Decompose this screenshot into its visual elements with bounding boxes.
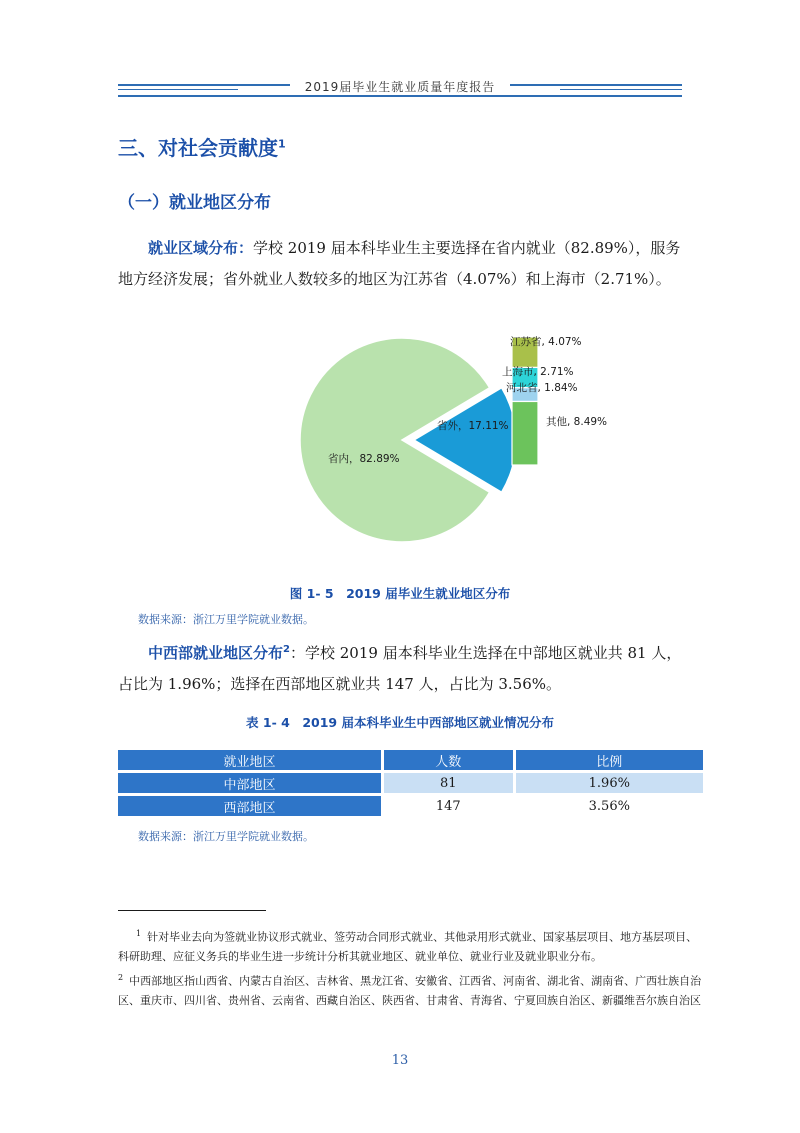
header-rule-full xyxy=(118,95,682,97)
table-header-row xyxy=(118,750,703,770)
footnote-2: $^2$ 中西部地区指山西省、内蒙古自治区、吉林省、黑龙江省、安徽省、江西省、河南省、湖北省、湖南省、广西壮族自治区、重庆市、四川省、贵州省、云南省、西藏自治区、陕西省、甘肃省、青海省、宁夏回族自治区、新疆维吾尔族自治区 xyxy=(118,973,702,1007)
pie-label-breakdown-0: 江苏省, 4.07% xyxy=(510,336,582,348)
table-cell-ratio: 1.96% xyxy=(516,773,703,793)
page-number: 13 xyxy=(391,1053,409,1068)
figure-source: 数据来源：浙江万里学院就业数据。 xyxy=(138,613,314,626)
table-header-cell: 就业地区 xyxy=(118,750,384,770)
table-cell-region: 西部地区 xyxy=(118,796,384,816)
region-table xyxy=(118,747,703,819)
paragraph-central-west xyxy=(118,634,688,700)
table-cell-ratio: 3.56% xyxy=(516,796,703,816)
running-header: 2019届毕业生就业质量年度报告 xyxy=(304,80,496,94)
paragraph-text: 学校 2019 届本科毕业生选择在中部地区就业共 81 人，占比为 1.96%；选择在西部地区就业共 147 人，占比为 3.56%。 xyxy=(118,644,682,693)
header-rule-right-2 xyxy=(560,89,682,90)
footnote-1: $^1$ 针对毕业去向为签就业协议形式就业、签劳动合同形式就业、其他录用形式就业、国家基层项目、地方基层项目、科研助理、应征义务兵的毕业生进一步统计分析其就业地区、就业单位、就业行业及就业职业分布。 xyxy=(118,929,698,963)
pie-label-out-province: 省外，17.11% xyxy=(437,420,509,432)
table-caption: 表 1- 4 2019 届本科毕业生中西部地区就业情况分布 xyxy=(246,715,554,730)
subsection-title: （一）就业地区分布 xyxy=(118,193,271,213)
paragraph-lead: 就业区域分布： xyxy=(148,239,254,257)
paragraph-colon: ： xyxy=(289,644,305,662)
table-row xyxy=(118,796,703,816)
table-cell-count: 81 xyxy=(384,773,516,793)
pie-label-in-province: 省内，82.89% xyxy=(328,453,400,465)
figure-caption: 图 1- 5 2019 届毕业生就业地区分布 xyxy=(289,586,511,601)
footnote-rule xyxy=(118,910,266,911)
pie-breakdown-segment-3 xyxy=(512,401,538,465)
table-row xyxy=(118,773,703,793)
header-rule-right xyxy=(510,84,682,86)
employment-region-pie-chart xyxy=(290,325,608,565)
header-rule-left-2 xyxy=(118,89,238,90)
paragraph-text: 学校 2019 届本科毕业生主要选择在省内就业（82.89%），服务地方经济发展；省外就业人数较多的地区为江苏省（4.07%）和上海市（2.71%）。 xyxy=(118,239,681,288)
table-source: 数据来源：浙江万里学院就业数据。 xyxy=(138,830,314,843)
section-title: 三、对社会贡献度$^1$ xyxy=(118,136,286,160)
paragraph-lead: 中西部就业地区分布$^2$ xyxy=(148,644,290,662)
header-rule-left xyxy=(118,84,290,86)
pie-label-breakdown-1: 上海市, 2.71% xyxy=(502,366,574,378)
paragraph-employment-region xyxy=(118,233,688,295)
footnote-ref-2[interactable]: 2 xyxy=(283,644,290,655)
table-cell-region: 中部地区 xyxy=(118,773,384,793)
pie-label-breakdown-2: 河北省, 1.84% xyxy=(506,382,578,394)
pie-label-breakdown-3: 其他, 8.49% xyxy=(546,416,608,428)
table-header-cell: 比例 xyxy=(516,750,703,770)
table-cell-count: 147 xyxy=(384,796,516,816)
footnote-ref-1[interactable]: 1 xyxy=(278,137,286,151)
table-header-cell: 人数 xyxy=(384,750,516,770)
